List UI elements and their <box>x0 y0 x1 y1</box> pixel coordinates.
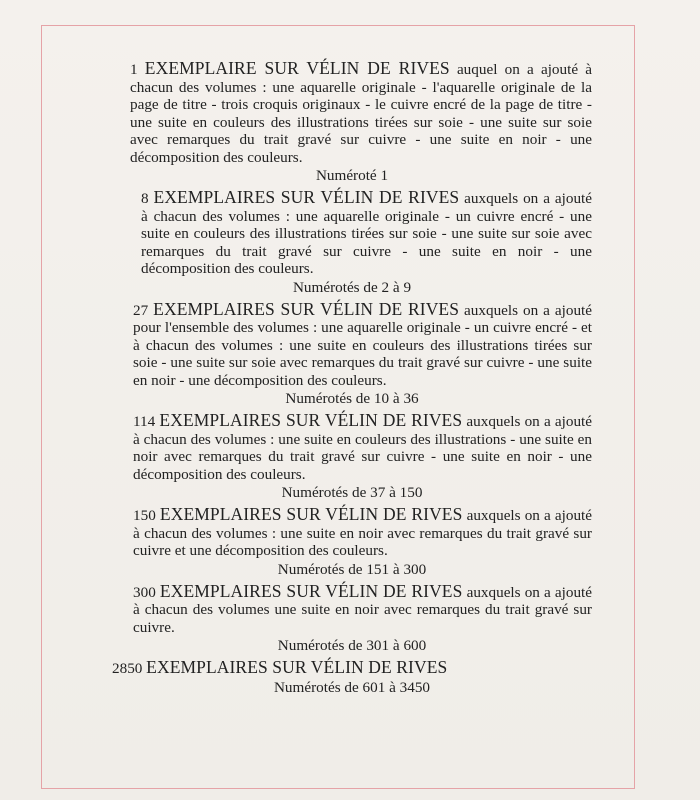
edition-heading: EXEMPLAIRES SUR VÉLIN DE RIVES <box>153 187 460 207</box>
edition-description: auxquels on a ajouté à chacun des volumes : une suite en noir avec remarques du trait gravé sur cuivre et une décomposition des couleurs. <box>133 507 593 559</box>
edition-heading: EXEMPLAIRES SUR VÉLIN DE RIVES <box>153 298 460 319</box>
edition-heading: EXEMPLAIRES SUR VÉLIN DE RIVES <box>159 580 463 601</box>
numbering-line: Numéroté 1 <box>315 167 389 184</box>
edition-heading: EXEMPLAIRES SUR VÉLIN DE RIVES <box>159 410 463 430</box>
numbering-line: Numérotés de 37 à 150 <box>281 484 423 501</box>
edition-heading: EXEMPLAIRES SUR VÉLIN DE RIVES <box>159 504 463 524</box>
edition-paragraph <box>112 189 592 278</box>
edition-description: auxquels on a ajouté à chacun des volumes : une suite en couleurs des illustrations - une suite en noir avec remarques du trait gravé sur cuivre - une suite en noir - une décomposition des couleurs. <box>133 413 593 483</box>
numbering-line: Numérotés de 2 à 9 <box>292 278 412 296</box>
copy-count: 114 <box>133 413 156 430</box>
edition-entry <box>112 189 592 297</box>
edition-paragraph <box>112 580 593 637</box>
edition-paragraph <box>112 506 592 560</box>
justification-colophon <box>112 60 592 701</box>
copy-count: 1 <box>130 61 138 78</box>
edition-entry <box>112 298 593 409</box>
edition-paragraph <box>112 60 592 166</box>
edition-entry <box>112 60 592 185</box>
edition-entry <box>112 659 592 697</box>
edition-description: auxquels on a ajouté pour l'ensemble des volumes : une aquarelle originale - un cuivre encré - et à chacun des volumes : une suite en couleurs des illustrations tirées sur soie - une suite sur soie avec remarques du trait gravé sur cuivre - une suite en noir - une décomposition des couleurs. <box>133 301 593 389</box>
edition-paragraph <box>112 659 592 678</box>
edition-description: auxquels on a ajouté à chacun des volumes une suite en noir avec remarques du trait gravé sur cuivre. <box>133 583 593 636</box>
copy-count: 150 <box>133 507 156 524</box>
copy-count: 27 <box>133 301 149 319</box>
edition-paragraph <box>112 298 593 390</box>
numbering-line: Numérotés de 10 à 36 <box>285 390 419 407</box>
copy-count: 8 <box>141 190 149 207</box>
edition-entry <box>112 506 592 579</box>
numbering-line: Numérotés de 301 à 600 <box>277 637 427 654</box>
numbering-line: Numérotés de 601 à 3450 <box>273 678 431 696</box>
copy-count: 300 <box>133 583 156 601</box>
numbering-line: Numérotés de 151 à 300 <box>277 560 427 578</box>
edition-heading: EXEMPLAIRE SUR VÉLIN DE RIVES <box>144 58 450 78</box>
edition-heading: EXEMPLAIRES SUR VÉLIN DE RIVES <box>146 657 448 677</box>
edition-paragraph <box>112 412 592 483</box>
edition-entry <box>112 580 593 656</box>
copy-count: 2850 <box>112 660 143 677</box>
edition-entry <box>112 412 592 502</box>
edition-description: auquel on a ajouté à chacun des volumes : une aquarelle originale - l'aquarelle originale de la page de titre - trois croquis originaux - le cuivre encré de la page de titre - une suite en couleurs des illustrations tirées sur soie - une suite sur soie avec remarques du trait gravé sur cuivre - une suite en noir - une décomposition des couleurs. <box>130 61 592 166</box>
edition-description: auxquels on a ajouté à chacun des volumes : une aquarelle originale - un cuivre encré - une suite en couleurs des illustrations tirées sur soie - une suite sur soie avec remarques du trait gravé sur cuivre - une suite en noir - une décomposition des couleurs. <box>141 190 592 277</box>
